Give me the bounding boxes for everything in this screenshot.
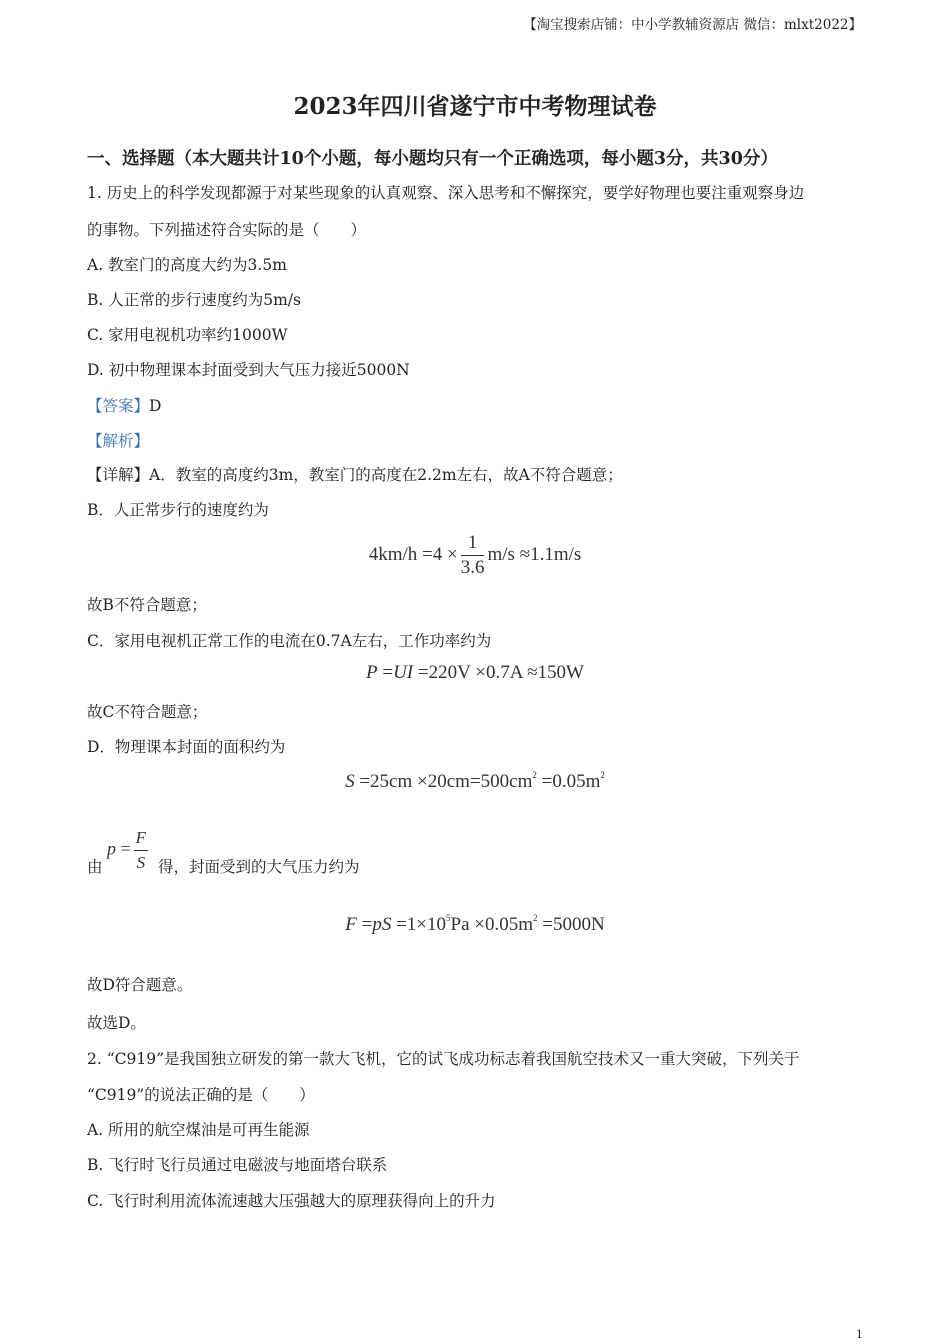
q1-final-choice: 故选D。: [87, 1014, 146, 1032]
q1-option-b: B. 人正常的步行速度约为5m/s: [87, 291, 301, 309]
section-heading: 一、选择题（本大题共计10个小题，每小题均只有一个正确选项，每小题3分，共30分）: [87, 149, 778, 169]
page-title: 2023年四川省遂宁市中考物理试卷: [293, 93, 657, 120]
formula-b-num: 1: [461, 531, 485, 556]
detail-a-text: A．教室的高度约3m，教室门的高度在2.2m左右，故A不符合题意；: [149, 466, 623, 484]
header-note: 【淘宝搜索店铺：中小学教辅资源店 微信：mlxt2022】: [523, 17, 862, 33]
formula-f-part2: Pa ×0.05m: [450, 914, 534, 935]
q1-by-prefix: 由: [87, 858, 103, 876]
page-number: 1: [856, 1326, 863, 1341]
formula-b-left: 4km/h =4 ×: [368, 543, 458, 565]
formula-b: [0, 531, 950, 580]
q1-detail-b: B．人正常步行的速度约为: [87, 501, 269, 519]
q1-detail-c: C．家用电视机正常工作的电流在0.7A左右，工作功率约为: [87, 632, 492, 650]
inline-eq: =: [116, 838, 131, 859]
formula-b-right: m/s ≈1.1m/s: [487, 543, 582, 565]
q2-stem-line2: “C919”的说法正确的是（ ）: [87, 1086, 315, 1104]
q1-stem-line1: 1. 历史上的科学发现都源于对某些现象的认真观察、深入思考和不懈探究，要学好物理也要注重观察身边: [87, 184, 805, 202]
q1-option-c: C. 家用电视机功率约1000W: [87, 326, 288, 344]
q2-option-a: A. 所用的航空煤油是可再生能源: [87, 1121, 310, 1139]
formula-b-den: 3.6: [460, 557, 485, 578]
formula-c-rest: =220V ×0.7A ≈150W: [413, 662, 584, 683]
formula-d-var: S: [345, 771, 355, 792]
q2-option-c: C. 飞行时利用流体流速越大压强越大的原理获得向上的升力: [87, 1192, 496, 1210]
answer-value: D: [149, 397, 162, 415]
formula-f-var: F: [345, 914, 357, 935]
formula-c: [0, 662, 950, 684]
q1-conclusion-d: 故D符合题意。: [87, 976, 193, 994]
answer-tag: 【答案】: [87, 397, 150, 415]
detail-tag: 【详解】: [87, 466, 150, 484]
q1-option-d: D. 初中物理课本封面受到大气压力接近5000N: [87, 361, 410, 379]
q1-conclusion-b: 故B不符合题意；: [87, 596, 207, 614]
formula-f-part3: =5000N: [537, 914, 605, 935]
formula-c-ui: UI: [393, 662, 414, 683]
formula-d-part1: =25cm ×20cm=500cm: [354, 771, 533, 792]
formula-f-exp2: 2: [533, 913, 538, 923]
formula-f-exp1: 5: [446, 913, 451, 923]
q1-answer: [87, 395, 161, 417]
inline-p: p: [107, 838, 116, 859]
q2-stem-line1: 2. “C919”是我国独立研发的第一款大飞机，它的试飞成功标志着我国航空技术又一重大突破，下列关于: [87, 1050, 800, 1068]
q1-by-suffix: 得，封面受到的大气压力约为: [158, 858, 360, 876]
formula-b-fraction: [461, 531, 485, 580]
formula-f-part1: =1×10: [391, 914, 447, 935]
formula-f-eq: =: [356, 914, 373, 935]
formula-f: [0, 913, 950, 936]
inline-fraction: [134, 826, 148, 875]
q2-option-b: B. 飞行时飞行员通过电磁波与地面塔台联系: [87, 1156, 388, 1174]
q1-option-a: A. 教室门的高度大约为3.5m: [87, 256, 287, 274]
inline-pressure-formula: [107, 826, 151, 875]
q1-conclusion-c: 故C不符合题意；: [87, 703, 208, 721]
formula-d-exp2: 2: [600, 770, 605, 780]
q1-detail-d: D．物理课本封面的面积约为: [87, 738, 286, 756]
q1-detail-a: [87, 464, 623, 486]
formula-d: [0, 770, 950, 793]
inline-num: F: [134, 826, 148, 851]
formula-d-part2: =0.05m: [536, 771, 601, 792]
formula-c-var: P: [366, 662, 378, 683]
analysis-tag: 【解析】: [87, 432, 150, 450]
q1-stem-line2: 的事物。下列描述符合实际的是（ ）: [87, 221, 367, 239]
formula-c-eq: =: [377, 662, 394, 683]
formula-d-exp1: 2: [532, 770, 537, 780]
formula-f-ps: pS: [372, 914, 392, 935]
inline-den: S: [136, 853, 146, 872]
